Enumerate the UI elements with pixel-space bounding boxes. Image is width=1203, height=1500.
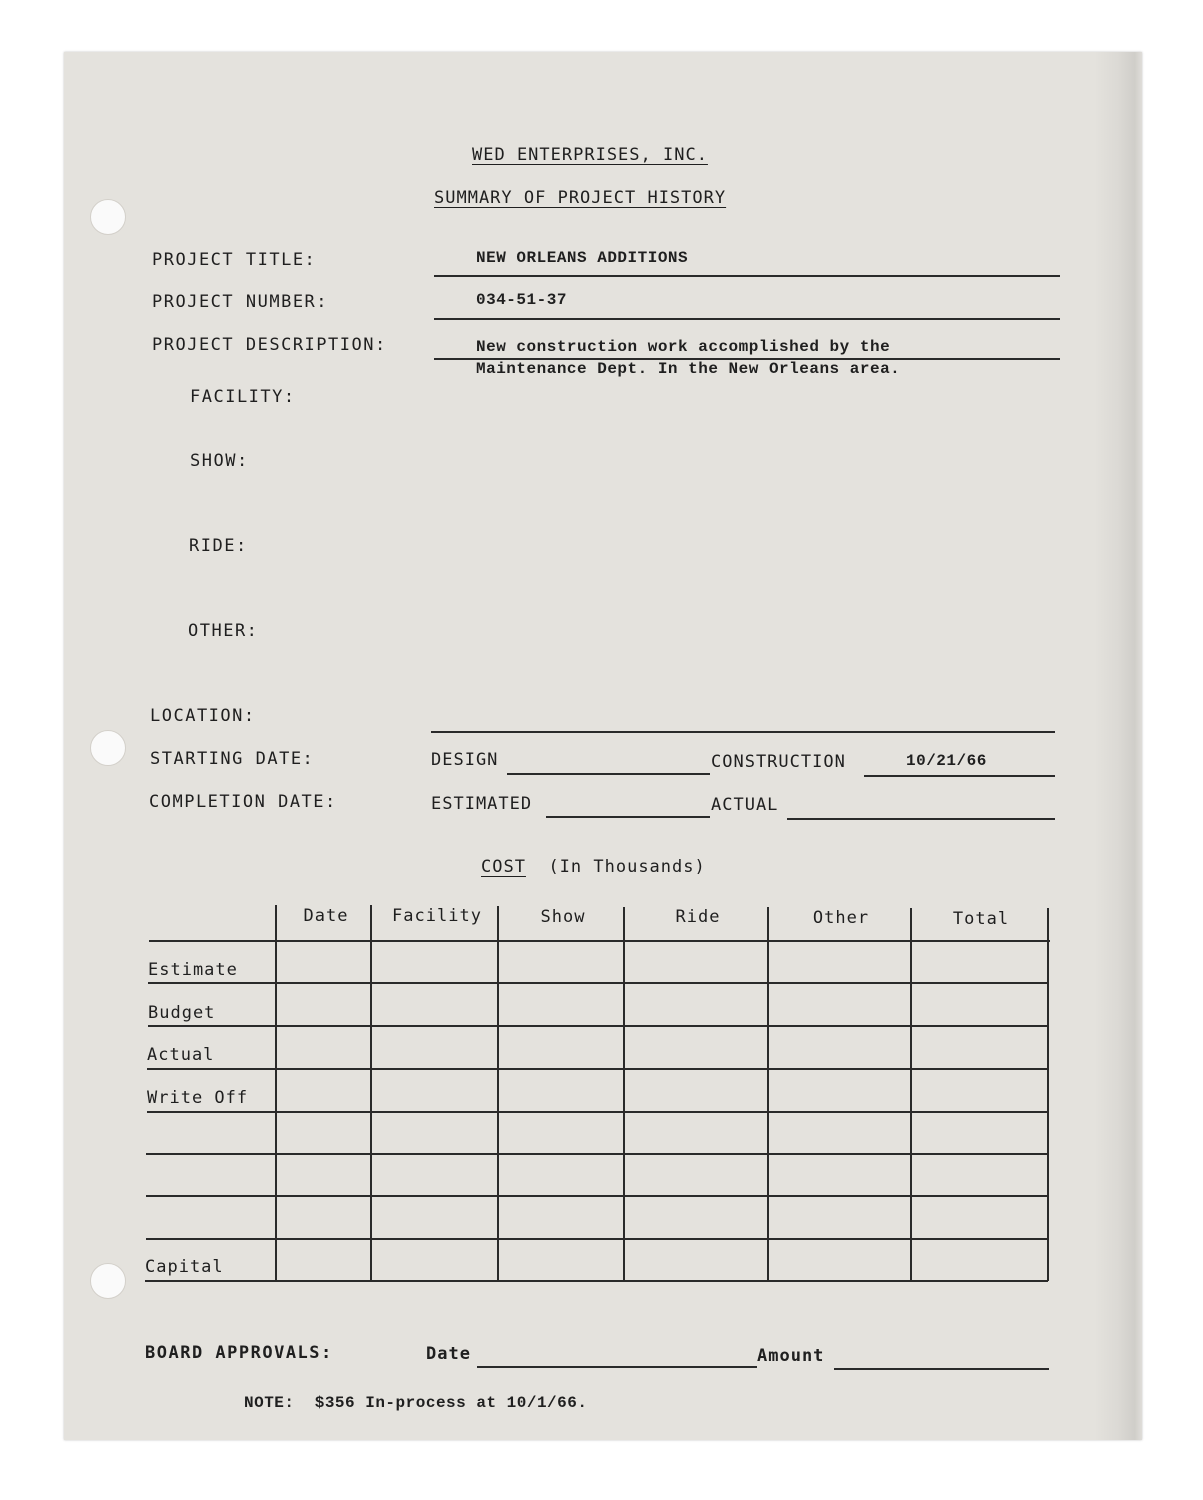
table-column-rule	[370, 905, 372, 1280]
starting-date-label: STARTING DATE:	[150, 749, 315, 769]
project-title-value: NEW ORLEANS ADDITIONS	[476, 249, 689, 267]
company-name: WED ENTERPRISES, INC.	[472, 145, 708, 165]
row-label-estimate: Estimate	[148, 960, 238, 980]
table-column-rule	[910, 908, 912, 1280]
punch-hole	[90, 1263, 126, 1299]
table-rule	[148, 982, 1049, 984]
table-column-rule	[275, 905, 277, 1280]
ride-label: RIDE:	[189, 536, 248, 556]
design-line	[507, 773, 710, 775]
show-label: SHOW:	[190, 451, 249, 471]
completion-date-label: COMPLETION DATE:	[149, 792, 337, 812]
approval-amount-line	[834, 1368, 1049, 1370]
approval-date-label: Date	[426, 1344, 471, 1364]
other-label: OTHER:	[188, 621, 259, 641]
project-number-value: 034-51-37	[476, 291, 567, 309]
table-column-rule	[623, 907, 625, 1280]
row-label-budget: Budget	[148, 1003, 216, 1023]
estimated-label: ESTIMATED	[431, 794, 533, 814]
column-header-ride: Ride	[675, 907, 721, 927]
facility-label: FACILITY:	[190, 387, 296, 407]
row-label-write-off: Write Off	[147, 1088, 249, 1108]
note-text: $356 In-process at 10/1/66.	[314, 1394, 588, 1412]
column-header-facility: Facility	[392, 906, 482, 926]
construction-value: 10/21/66	[906, 752, 987, 770]
location-label: LOCATION:	[150, 706, 256, 726]
form-title: SUMMARY OF PROJECT HISTORY	[434, 188, 727, 208]
board-approvals-label: BOARD APPROVALS:	[145, 1343, 333, 1363]
table-rule	[149, 940, 1050, 942]
row-label-capital: Capital	[145, 1257, 224, 1277]
design-label: DESIGN	[431, 750, 499, 770]
construction-label: CONSTRUCTION	[711, 752, 846, 772]
note	[244, 1395, 587, 1411]
project-description-label: PROJECT DESCRIPTION:	[152, 335, 387, 355]
table-column-rule	[1047, 908, 1049, 1281]
cost-title	[481, 859, 706, 876]
project-title-label: PROJECT TITLE:	[152, 250, 317, 270]
approval-amount-label: Amount	[757, 1346, 825, 1366]
table-rule	[147, 1111, 1049, 1113]
approval-date-line	[477, 1366, 757, 1368]
cost-title-suffix: (In Thousands)	[548, 857, 706, 877]
table-rule	[147, 1068, 1049, 1070]
project-description-line2: Maintenance Dept. In the New Orleans area.	[476, 360, 901, 378]
actual-date-line	[787, 818, 1055, 820]
project-number-line	[434, 318, 1060, 320]
punch-hole	[90, 730, 126, 766]
row-label-actual: Actual	[147, 1045, 215, 1065]
column-header-show: Show	[540, 907, 586, 927]
estimated-line	[546, 816, 710, 818]
project-number-label: PROJECT NUMBER:	[152, 292, 329, 312]
table-rule	[148, 1025, 1049, 1027]
construction-line	[864, 775, 1055, 777]
column-header-other: Other	[812, 908, 870, 928]
cost-title-main: COST	[481, 857, 526, 877]
column-header-date: Date	[303, 906, 349, 926]
table-rule	[146, 1238, 1048, 1240]
table-rule	[145, 1280, 1048, 1282]
table-rule	[146, 1195, 1049, 1197]
scan-shadow	[1094, 52, 1142, 1440]
project-description-line1: New construction work accomplished by the	[476, 338, 891, 356]
punch-hole	[90, 199, 126, 235]
note-label: NOTE:	[244, 1394, 295, 1412]
table-column-rule	[767, 907, 769, 1280]
table-column-rule	[497, 906, 499, 1280]
project-title-line	[434, 275, 1060, 277]
table-rule	[146, 1153, 1049, 1155]
actual-date-label: ACTUAL	[711, 795, 779, 815]
column-header-total: Total	[952, 909, 1010, 929]
location-line	[431, 731, 1055, 733]
